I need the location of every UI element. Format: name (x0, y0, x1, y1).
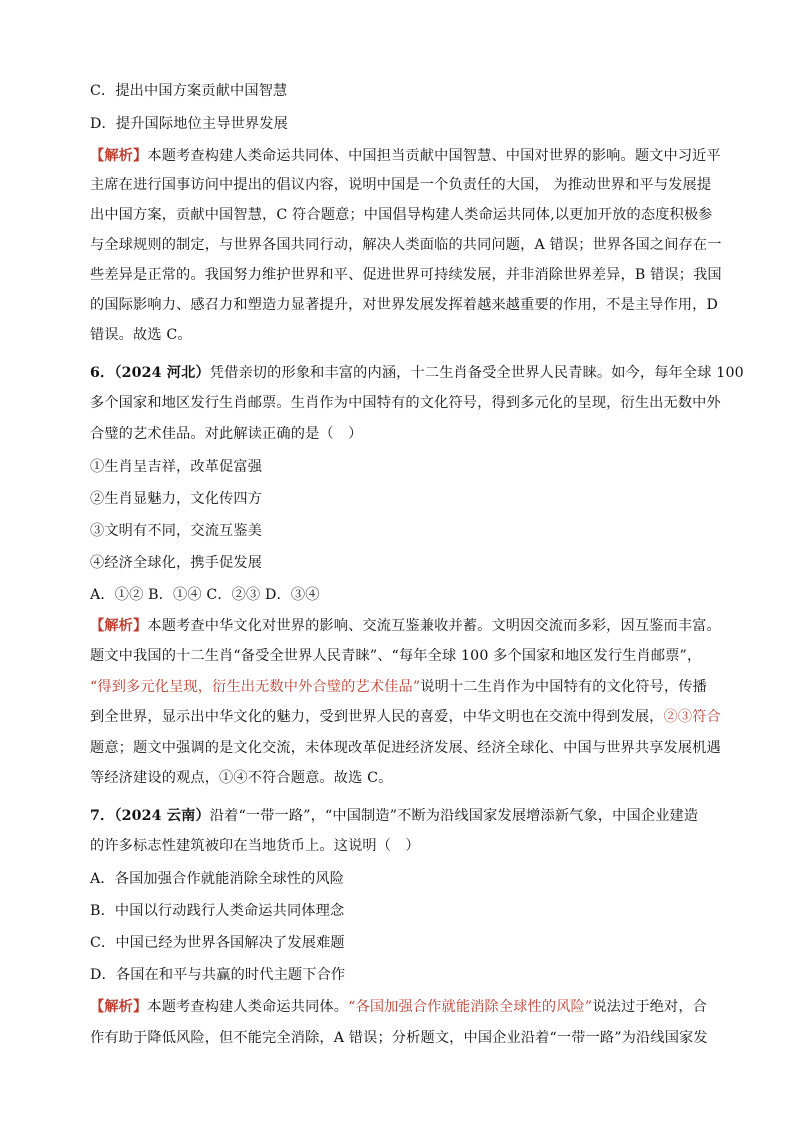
q6-analysis-line-4: 到全世界，显示出中华文化的魅力，受到世界人民的喜爱，中华文明也在交流中得到发展，②③符合 (90, 709, 721, 725)
q6-analysis-line-5: 题意；题文中强调的是文化交流，未体现改革促进经济发展、经济全球化、中国与世界共享发展机遇 (90, 740, 721, 756)
q6-statement-2: ②生肖显魅力，文化传四方 (90, 491, 263, 507)
q6-stem-line-1: 6．（2024 河北）凭借亲切的形象和丰富的内涵，十二生肖备受全世界人民青睐。如今，每年全球 100 (90, 365, 744, 381)
q6-statement-3: ③文明有不同，交流互鉴美 (90, 523, 263, 539)
q5-analysis-line-6: 的国际影响力、感召力和塑造力显著提升，对世界发展发挥着越来越重要的作用，不是主导作用，D (90, 297, 719, 313)
q6-analysis-line-1: 【解析】本题考查中华文化对世界的影响、交流互鉴兼收并蓄。文明因交流而多彩，因互鉴而丰富。 (90, 618, 721, 634)
q6-analysis-line-2: 题文中我国的十二生肖“备受全世界人民青睐”、“每年全球 100 多个国家和地区发行生肖邮票”， (90, 648, 702, 664)
highlight-quote: “得到多元化呈现，衍生出无数中外合璧的艺术佳品” (90, 679, 421, 695)
question-number: 7． (90, 808, 115, 824)
question-number: 6． (90, 365, 115, 381)
q5-option-d: D．提升国际地位主导世界发展 (90, 116, 288, 132)
q7-option-d: D．各国在和平与共赢的时代主题下合作 (90, 967, 346, 983)
q5-analysis-line-2: 主席在进行国事访问中提出的倡议内容，说明中国是一个负责任的大国， 为推动世界和平与发展提 (90, 177, 712, 193)
highlight-quote: “各国加强合作就能消除全球性的风险” (348, 999, 593, 1015)
question-source: （2024 河北） (114, 365, 210, 381)
analysis-tag: 【解析】 (90, 148, 148, 164)
q5-analysis-line-1: 【解析】本题考查构建人类命运共同体、中国担当贡献中国智慧、中国对世界的影响。题文中习近平 (90, 148, 721, 164)
q5-analysis-line-4: 与全球规则的制定，与世界各国共同行动，解决人类面临的共同问题，A 错误；世界各国之间存在一 (90, 237, 722, 253)
q6-statement-1: ①生肖呈吉祥，改革促富强 (90, 459, 263, 475)
q7-stem-line-1: 7．（2024 云南）沿着“一带一路”，“中国制造”不断为沿线国家发展增添新气象，中国企业建造 (90, 808, 699, 824)
q6-stem-line-3: 合璧的艺术佳品。对此解读正确的是（ ） (90, 426, 363, 442)
q7-option-c: C．中国已经为世界各国解决了发展难题 (90, 935, 345, 951)
q6-stem-line-2: 多个国家和地区发行生肖邮票。生肖作为中国特有的文化符号，得到多元化的呈现，衍生出无数中外 (90, 395, 721, 411)
analysis-tag: 【解析】 (90, 999, 148, 1015)
q6-analysis-line-6: 等经济建设的观点，①④不符合题意。故选 C。 (90, 770, 393, 786)
highlight-answer: ②③符合 (663, 709, 721, 725)
q5-analysis-line-5: 些差异是正常的。我国努力维护世界和平、促进世界可持续发展，并非消除世界差异，B 错误；我国 (90, 267, 722, 283)
question-source: （2024 云南） (114, 808, 210, 824)
q5-option-c: C．提出中国方案贡献中国智慧 (90, 83, 288, 99)
q7-stem-line-2: 的许多标志性建筑被印在当地货币上。这说明（ ） (90, 838, 420, 854)
q7-option-b: B．中国以行动践行人类命运共同体理念 (90, 903, 345, 919)
q6-options: A．①② B．①④ C．②③ D．③④ (90, 587, 320, 603)
q6-analysis-line-3: “得到多元化呈现，衍生出无数中外合璧的艺术佳品”说明十二生肖作为中国特有的文化符号，传播 (90, 679, 707, 695)
q7-analysis-line-2: 作有助于降低风险，但不能完全消除，A 错误；分析题文，中国企业沿着“一带一路”为沿线国家发 (90, 1030, 708, 1046)
q7-option-a: A．各国加强合作就能消除全球性的风险 (90, 871, 345, 887)
q6-statement-4: ④经济全球化，携手促发展 (90, 555, 263, 571)
analysis-tag: 【解析】 (90, 618, 148, 634)
q5-analysis-line-3: 出中国方案，贡献中国智慧，C 符合题意；中国倡导构建人类命运共同体,以更加开放的态度积极参 (90, 207, 713, 223)
q5-analysis-line-7: 错误。故选 C。 (90, 327, 192, 343)
q7-analysis-line-1: 【解析】本题考查构建人类命运共同体。“各国加强合作就能消除全球性的风险”说法过于绝对，合 (90, 999, 708, 1015)
